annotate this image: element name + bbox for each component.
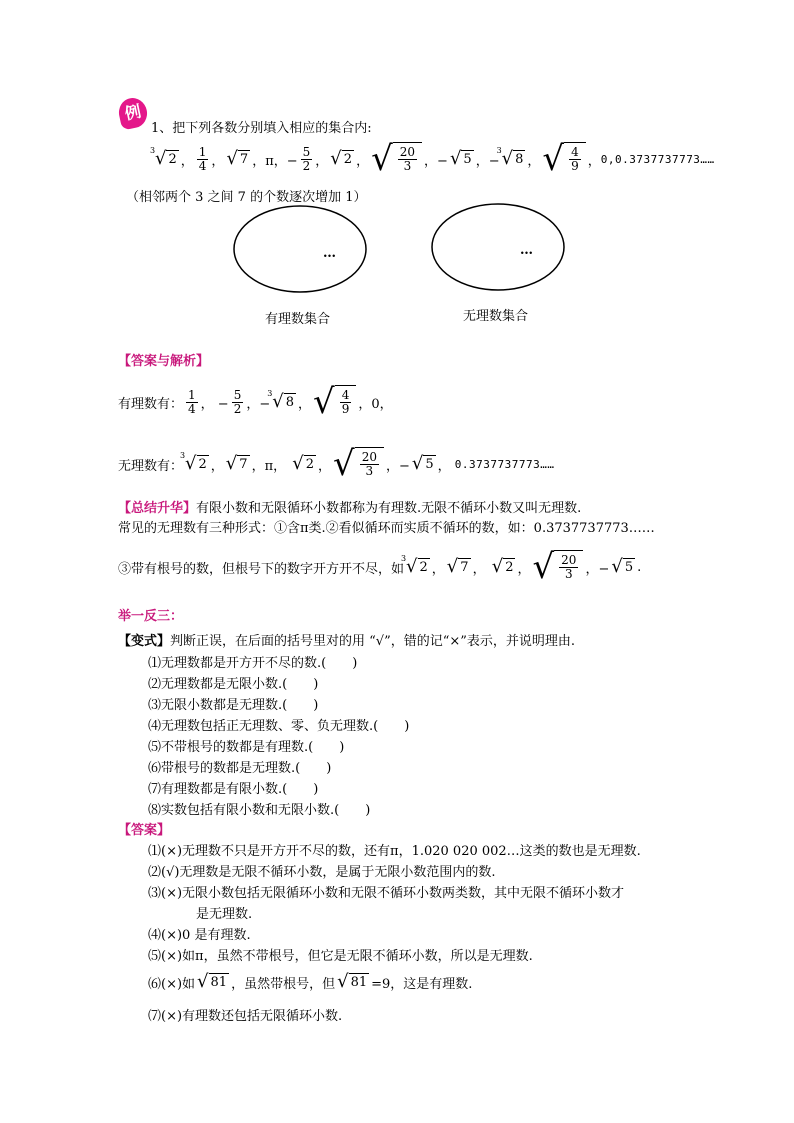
number-list: 3 √ 2 ， $\frac{1}{4}$ ， √ 7 ，π，− $\frac{5}{2}$ ， √ 2 ， √ $\frac{20}{3}$ ，− √ 5 ，− 3 √ 8 ， √ $\frac{4}{9}$ ， 0,0.3737737773…… [150,139,715,179]
answer2-heading: 【答案】 [118,823,171,838]
variant-item-8: ⑻实数包括有限小数和无限小数.( ) [148,803,371,818]
rational-answer: 有理数有： $\frac{1}{4}$ ， − $\frac{5}{2}$ ，− 3 √ 8 ， √ $\frac{4}{9}$ ，0， [118,382,393,422]
irrational-answer: 无理数有： 3 √ 2 ， √ 7 ，π， √ 2 ， √ $\frac{20}{3}$ ，− √ 5 ， 0.3737737773…… [118,444,555,484]
answer-4: ⑷(×)0 是有理数. [148,928,251,943]
variant-text: 判断正误，在后面的括号里对的用 “√”，错的记“×”表示，并说明理由. [170,634,576,649]
answer-6: ⑹(×)如 √ 81 ，虽然带根号，但 √ 81 =9，这是有理数. [148,971,473,992]
answer-6-b: ，虽然带根号，但 [231,976,336,992]
form-three-prefix: ③带有根号的数，但根号下的数字开方开不尽，如 [118,561,405,577]
answer-6-c: =9，这是有理数. [371,976,473,992]
summary-text: 有限小数和无限循环小数都称为有理数.无限不循环小数又叫无理数. [196,501,582,516]
variant-item-5: ⑸不带根号的数都是有理数.( ) [148,740,345,755]
rational-prefix: 有理数有： [118,396,184,412]
irrational-set-label: 无理数集合 [463,309,529,324]
variant-item-1: ⑴无理数都是开方开不尽的数.( ) [148,656,358,671]
variant-item-4: ⑷无理数包括正无理数、零、负无理数.( ) [148,719,410,734]
question-note: （相邻两个 3 之间 7 的个数逐次增加 1） [126,190,367,205]
common-forms: 常见的无理数有三种形式：①含π类.②看似循环而实质不循环的数，如：0.3737737773…… [118,521,655,536]
answer-7: ⑺(×)有理数还包括无限循环小数. [148,1009,343,1024]
variant-item-3: ⑶无限小数都是无理数.( ) [148,698,319,713]
variant-item-7: ⑺有理数都是有限小数.( ) [148,782,319,797]
rational-set-ellipsis: … [323,246,336,261]
example-badge: 例 [116,95,150,130]
answer-6-a: ⑹(×)如 [148,976,196,992]
summary-line [118,497,581,516]
rational-set-label: 有理数集合 [265,312,331,327]
answer-5: ⑸(×)如π，虽然不带根号，但它是无限不循环小数，所以是无理数. [148,949,533,964]
variant-line [118,630,575,649]
question-title: 1、把下列各数分别填入相应的集合内: [151,121,372,136]
answer-heading: 【答案与解析】 [118,354,210,369]
summary-heading: 【总结升华】 [118,501,197,516]
answer-3-cont: 是无理数. [196,907,253,922]
irrational-set-ellipsis: … [520,243,533,258]
irrational-prefix: 无理数有： [118,458,184,474]
answer-1: ⑴(×)无理数不只是开方开不尽的数，还有π，1.020 020 002…这类的数也是无理数. [148,844,641,859]
variant-item-6: ⑹带根号的数都是无理数.( ) [148,761,332,776]
answer-2: ⑵(√)无理数是无限不循环小数，是属于无限小数范围内的数. [148,865,496,880]
number-list-tail: 0,0.3737737773…… [600,152,715,166]
form-three: ③带有根号的数，但根号下的数字开方开不尽，如 3 √ 2 ， √ 7 ， √ 2 ， √ $\frac{20}{3}$ ，− √ 5 . [118,547,642,587]
variant-item-2: ⑵无理数都是无限小数.( ) [148,677,319,692]
set-diagrams [230,203,570,303]
section-title: 举一反三： [118,609,184,624]
irrational-tail: 0.3737737773…… [454,457,555,471]
answer-3: ⑶(×)无限小数包括无限循环小数和无限不循环小数两类数，其中无限不循环小数才 [148,886,625,901]
variant-heading: 【变式】 [118,634,171,649]
